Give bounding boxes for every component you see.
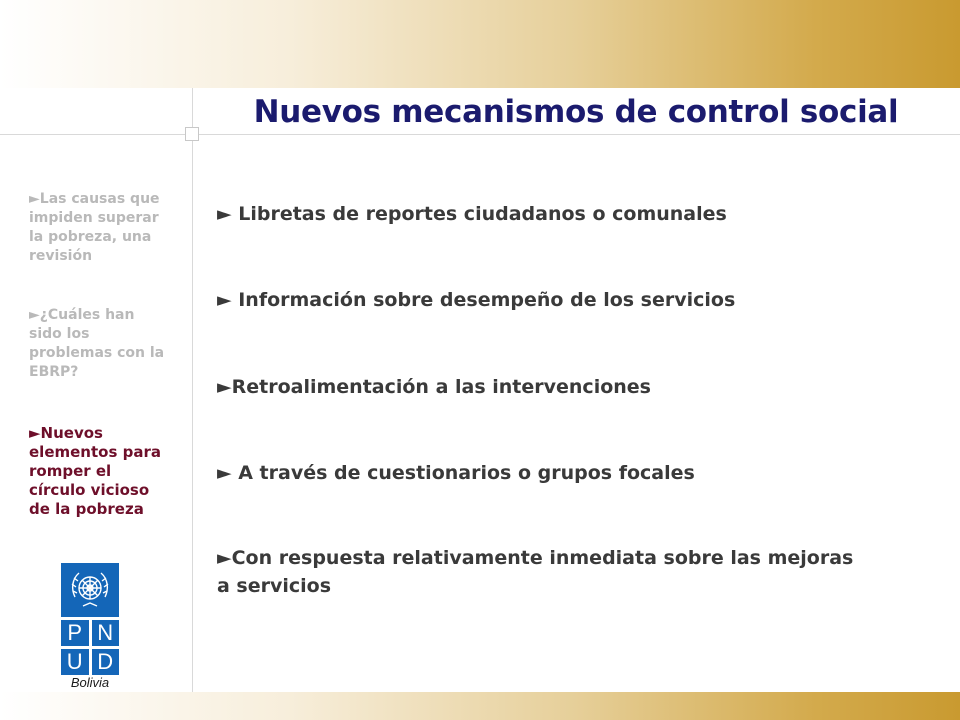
bullet-cuestionarios: ► A través de cuestionarios o grupos focales xyxy=(217,462,695,484)
sidebar-divider xyxy=(192,88,193,692)
logo-letter-p: P xyxy=(61,620,89,646)
logo-letter-d: D xyxy=(92,649,120,675)
sidebar-item-problemas[interactable]: ►¿Cuáles han sido los problemas con la EBRP? xyxy=(29,307,165,380)
logo-letter-u: U xyxy=(61,649,89,675)
sidebar-item-causas[interactable]: ►Las causas que impiden superar la pobreza, una revisión xyxy=(29,191,160,264)
logo-letter-n: N xyxy=(92,620,120,646)
bottom-gradient-band xyxy=(0,692,960,720)
corner-square xyxy=(185,127,199,141)
un-emblem-icon xyxy=(61,563,119,617)
pnud-letter-grid xyxy=(61,620,119,675)
sidebar-item-nuevos-elementos[interactable]: ►Nuevos elementos para romper el círculo vicioso de la pobreza xyxy=(29,424,161,518)
bullet-respuesta: ►Con respuesta relativamente inmediata sobre las mejoras a servicios xyxy=(217,547,854,597)
slide-title: Nuevos mecanismos de control social xyxy=(253,94,899,130)
bullet-retroalimentacion: ►Retroalimentación a las intervenciones xyxy=(217,376,651,398)
bullet-informacion: ► Información sobre desempeño de los servicios xyxy=(217,289,736,311)
top-gradient-band xyxy=(0,0,960,88)
logo-country-label: Bolivia xyxy=(70,675,110,690)
bullet-libretas: ► Libretas de reportes ciudadanos o comunales xyxy=(217,203,727,225)
pnud-logo xyxy=(61,563,119,691)
